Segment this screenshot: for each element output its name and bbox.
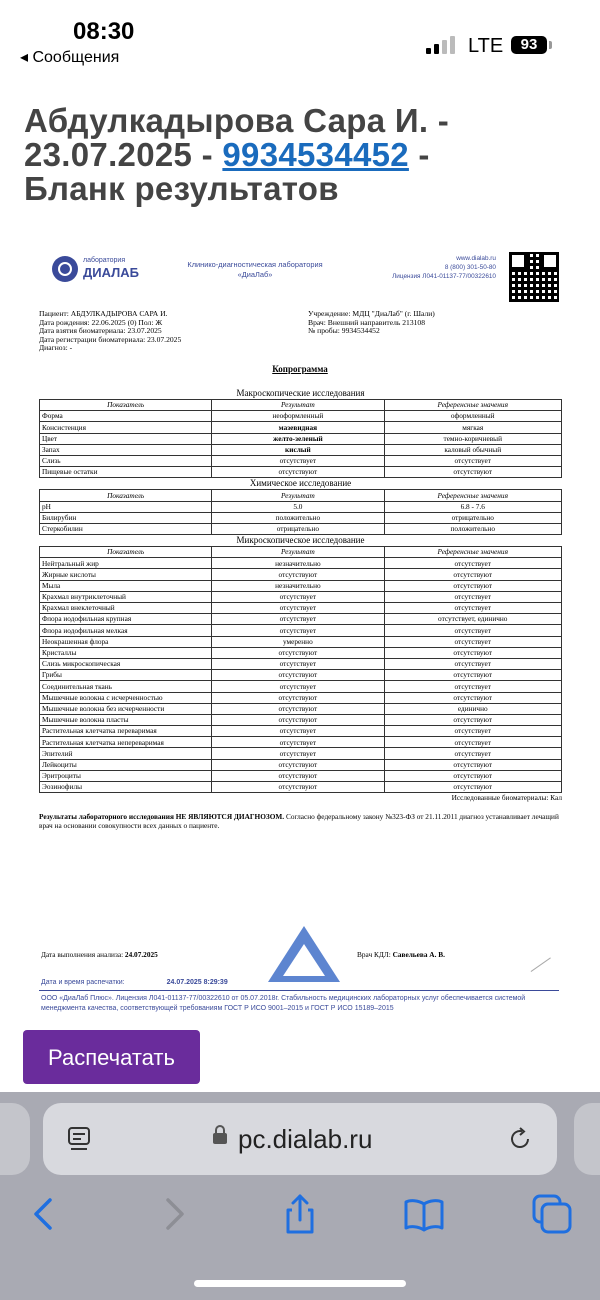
- title-date: 23.07.2025 -: [24, 136, 223, 173]
- table-row: [40, 444, 562, 455]
- table-row: [40, 636, 562, 647]
- disclaimer-text: Согласно федеральному закону №323-ФЗ от 21.11.2011 диагноз устанавливает лечащий врач на основании совокупности всех данных о пациенте.: [39, 812, 559, 831]
- page-title: [24, 104, 584, 206]
- parameter-cell: Эритроциты: [40, 770, 212, 781]
- result-cell: отсутствуют: [212, 692, 384, 703]
- reference-cell: каловый обычный: [384, 444, 562, 455]
- parameter-cell: Слизь микроскопическая: [40, 658, 212, 669]
- result-cell: отсутствуют: [212, 714, 384, 725]
- reference-cell: отсутствует: [384, 455, 562, 466]
- patient-name: Пациент: АБДУЛКАДЫРОВА САРА И.: [39, 309, 168, 318]
- parameter-cell: Кристаллы: [40, 647, 212, 658]
- report-title: Копрограмма: [272, 364, 328, 374]
- referring-doctor: Врач: Внешний направитель 213108: [308, 317, 426, 327]
- biomaterial-label: Исследованные биоматериалы: Кал: [451, 793, 562, 803]
- registration-date: Дата регистрации биоматериала: 23.07.2025: [39, 334, 182, 344]
- result-cell: отсутствуют: [212, 782, 384, 793]
- lock-icon: [213, 1133, 227, 1144]
- results-sheet: [35, 246, 565, 1026]
- reference-cell: отрицательно: [384, 512, 562, 523]
- tabs-icon[interactable]: [530, 1192, 574, 1236]
- section-title: Макроскопические исследования: [236, 388, 365, 398]
- section-title: Микроскопическое исследование: [236, 535, 365, 546]
- reference-cell: отсутствуют: [384, 692, 562, 703]
- result-cell: кислый: [212, 444, 384, 455]
- parameter-cell: Соединительная ткань: [40, 681, 212, 692]
- table-row: [40, 625, 562, 636]
- parameter-cell: Билирубин: [40, 512, 212, 523]
- result-cell: отсутствуют: [212, 759, 384, 770]
- disclaimer-bold: Результаты лабораторного исследования НЕ ЯВЛЯЮТСЯ ДИАГНОЗОМ.: [39, 812, 285, 821]
- reference-cell: отсутствуют: [384, 782, 562, 793]
- battery-icon: 93: [511, 36, 547, 54]
- table-row: [40, 770, 562, 781]
- reference-cell: отсутствуют: [384, 569, 562, 580]
- dialab-logo-icon: [52, 256, 78, 282]
- patient-birthdate: Дата рождения: 22.06.2025 (0) Пол: Ж: [39, 317, 163, 327]
- institution: Учреждение: МДЦ "ДиаЛаб" (г. Шали): [308, 309, 435, 318]
- home-indicator: [194, 1280, 406, 1287]
- lab-contacts: [361, 254, 496, 281]
- parameter-cell: Эпителий: [40, 748, 212, 759]
- brand-name: ДИАЛАБ: [83, 265, 140, 280]
- share-icon[interactable]: [278, 1192, 322, 1236]
- table-row: [40, 455, 562, 466]
- signal-icon: [426, 36, 460, 54]
- print-datetime-value: 24.07.2025 8:29:39: [166, 979, 228, 986]
- result-cell: отсутствуют: [212, 703, 384, 714]
- lab-doctor: [357, 950, 445, 959]
- table-row: [40, 647, 562, 658]
- reference-cell: отсутствует: [384, 558, 562, 569]
- result-cell: отсутствует: [212, 591, 384, 602]
- diagnosis: Диагноз: -: [39, 343, 73, 353]
- result-cell: желто-зеленый: [212, 433, 384, 444]
- parameter-cell: Крахмал внутриклеточный: [40, 591, 212, 602]
- parameter-cell: Мыла: [40, 580, 212, 591]
- table-row: [40, 411, 562, 422]
- result-cell: отсутствует: [212, 726, 384, 737]
- result-cell: отсутствуют: [212, 670, 384, 681]
- result-cell: незначительно: [212, 580, 384, 591]
- parameter-cell: Стеркобилин: [40, 523, 212, 534]
- title-patient: Абдулкадырова Сара И. -: [24, 102, 450, 139]
- battery-tip: [549, 41, 552, 49]
- result-cell: отсутствует: [212, 603, 384, 614]
- reference-cell: отсутствует: [384, 625, 562, 636]
- table-row: [40, 703, 562, 714]
- reference-cell: отсутствует: [384, 658, 562, 669]
- table-row: [40, 512, 562, 523]
- back-arrow-icon[interactable]: [22, 1192, 66, 1236]
- footer-text: ООО «ДиаЛаб Плюс». Лицензия Л041-01137-77/00322610 от 05.07.2018г. Стабильность медицинских лабораторных услуг обеспечивается системой менеджмента качества, соответствующей требованиям ГОСТ Р ИСО 9001–2015 и ГОСТ Р ИСО 15189–2015: [41, 995, 526, 1012]
- reference-cell: оформленный: [384, 411, 562, 422]
- parameter-cell: Грибы: [40, 670, 212, 681]
- reference-cell: темно-коричневый: [384, 433, 562, 444]
- parameter-cell: Форма: [40, 411, 212, 422]
- table-header-cell: Показатель: [40, 547, 212, 558]
- patient-info: [39, 310, 299, 353]
- result-cell: отсутствует: [212, 455, 384, 466]
- result-cell: отсутствует: [212, 681, 384, 692]
- table-header-cell: Показатель: [40, 400, 212, 411]
- parameter-cell: Неокрашенная флора: [40, 636, 212, 647]
- reference-cell: отсутствует: [384, 681, 562, 692]
- table-row: [40, 614, 562, 625]
- network-type: LTE: [468, 35, 504, 57]
- back-to-app-link[interactable]: ◂ Сообщения: [20, 49, 120, 66]
- parameter-cell: Консистенция: [40, 422, 212, 433]
- qr-code-icon: [509, 252, 559, 302]
- table-row: [40, 692, 562, 703]
- table-row: [40, 726, 562, 737]
- table-row: [40, 681, 562, 692]
- reference-cell: отсутствует: [384, 748, 562, 759]
- print-button[interactable]: Распечатать: [23, 1030, 200, 1084]
- result-cell: отрицательно: [212, 523, 384, 534]
- table-header-cell: Результат: [212, 547, 384, 558]
- table-row: [40, 558, 562, 569]
- table-row: [40, 422, 562, 433]
- table-row: [40, 433, 562, 444]
- table-header-cell: Результат: [212, 400, 384, 411]
- result-cell: отсутствует: [212, 625, 384, 636]
- table-header-row: [40, 547, 562, 558]
- result-cell: отсутствует: [212, 737, 384, 748]
- result-cell: умеренно: [212, 636, 384, 647]
- reference-cell: отсутствует: [384, 737, 562, 748]
- results-table: [39, 489, 562, 535]
- parameter-cell: Нейтральный жир: [40, 558, 212, 569]
- section-title: Химическое исследование: [249, 478, 352, 489]
- table-row: [40, 523, 562, 534]
- table-row: [40, 580, 562, 591]
- result-cell: отсутствует: [212, 614, 384, 625]
- parameter-cell: Мышечные волокна пласты: [40, 714, 212, 725]
- reference-cell: отсутствуют: [384, 770, 562, 781]
- table-row: [40, 737, 562, 748]
- lab-title-line2: «ДиаЛаб»: [237, 270, 273, 279]
- reload-icon[interactable]: [508, 1126, 532, 1152]
- result-cell: незначительно: [212, 558, 384, 569]
- table-row: [40, 603, 562, 614]
- bookmarks-icon[interactable]: [402, 1192, 446, 1236]
- result-cell: мазевидная: [212, 422, 384, 433]
- analysis-date-value: 24.07.2025: [124, 950, 158, 959]
- table-row: [40, 759, 562, 770]
- clock: 08:30: [73, 18, 135, 45]
- parameter-cell: Жирные кислоты: [40, 569, 212, 580]
- reference-cell: положительно: [384, 523, 562, 534]
- table-header-cell: Результат: [212, 490, 384, 501]
- url-text[interactable]: pc.dialab.ru: [238, 1124, 373, 1154]
- print-datetime-label: Дата и время распечатки:: [41, 979, 125, 986]
- lab-site: www.dialab.ru: [456, 255, 496, 262]
- lab-doctor-label: Врач КДЛ:: [357, 950, 391, 959]
- parameter-cell: Растительная клетчатка переваримая: [40, 726, 212, 737]
- result-cell: отсутствует: [212, 748, 384, 759]
- signature: [519, 941, 551, 972]
- parameter-cell: Мышечные волокна с исчерченностью: [40, 692, 212, 703]
- lab-phone: 8 (800) 301-50-80: [444, 264, 496, 271]
- table-header-cell: Показатель: [40, 490, 212, 501]
- parameter-cell: Мышечные волокна без исчерченности: [40, 703, 212, 714]
- lab-license: Лицензия Л041-01137-77/00322610: [392, 273, 496, 280]
- analysis-date-label: Дата выполнения анализа:: [41, 950, 124, 959]
- result-cell: отсутствуют: [212, 569, 384, 580]
- result-cell: неоформленный: [212, 411, 384, 422]
- table-header-cell: Референсные значения: [384, 490, 562, 501]
- table-row: [40, 591, 562, 602]
- print-datetime: [41, 979, 228, 986]
- disclaimer: [39, 812, 565, 831]
- sample-number: № пробы: 9934534452: [308, 326, 380, 336]
- table-row: [40, 670, 562, 681]
- footer-divider: [39, 990, 559, 991]
- lab-doctor-name: Савельева А. В.: [392, 950, 445, 959]
- reader-icon[interactable]: [67, 1126, 91, 1152]
- lab-title: [165, 260, 345, 280]
- table-row: [40, 501, 562, 512]
- analysis-date: [41, 950, 158, 959]
- results-tables: [39, 388, 562, 803]
- reference-cell: отсутствуют: [384, 467, 562, 478]
- reference-cell: отсутствует: [384, 603, 562, 614]
- forward-arrow-icon[interactable]: [152, 1192, 196, 1236]
- table-row: [40, 782, 562, 793]
- results-table: [39, 546, 562, 793]
- table-header-cell: Референсные значения: [384, 547, 562, 558]
- status-bar: [0, 0, 600, 80]
- reference-cell: отсутствует, единично: [384, 614, 562, 625]
- sample-number-link[interactable]: 9934534452: [222, 136, 409, 173]
- reference-cell: отсутствуют: [384, 670, 562, 681]
- table-row: [40, 467, 562, 478]
- institution-info: [308, 310, 558, 336]
- previous-tab-pill[interactable]: [0, 1103, 30, 1175]
- title-form: Бланк результатов: [24, 170, 339, 207]
- result-cell: отсутствуют: [212, 770, 384, 781]
- parameter-cell: Растительная клетчатка непереваримая: [40, 737, 212, 748]
- table-row: [40, 569, 562, 580]
- table-header-cell: Референсные значения: [384, 400, 562, 411]
- reference-cell: единично: [384, 703, 562, 714]
- parameter-cell: Флора иодофильная мелкая: [40, 625, 212, 636]
- reference-cell: отсутствует: [384, 636, 562, 647]
- parameter-cell: pH: [40, 501, 212, 512]
- reference-cell: отсутствуют: [384, 647, 562, 658]
- result-cell: 5.0: [212, 501, 384, 512]
- parameter-cell: Эозинофилы: [40, 782, 212, 793]
- table-header-row: [40, 490, 562, 501]
- reference-cell: отсутствуют: [384, 759, 562, 770]
- next-tab-pill[interactable]: [574, 1103, 600, 1175]
- reference-cell: мягкая: [384, 422, 562, 433]
- parameter-cell: Флора иодофильная крупная: [40, 614, 212, 625]
- reference-cell: 6.8 - 7.6: [384, 501, 562, 512]
- table-row: [40, 714, 562, 725]
- lab-stamp-inner: [283, 944, 325, 976]
- result-cell: положительно: [212, 512, 384, 523]
- table-header-row: [40, 400, 562, 411]
- parameter-cell: Лейкоциты: [40, 759, 212, 770]
- reference-cell: отсутствуют: [384, 714, 562, 725]
- parameter-cell: Слизь: [40, 455, 212, 466]
- reference-cell: отсутствует: [384, 591, 562, 602]
- brand-small: лаборатория: [83, 257, 126, 264]
- reference-cell: отсутствует: [384, 726, 562, 737]
- parameter-cell: Цвет: [40, 433, 212, 444]
- lab-title-line1: Клинико-диагностическая лаборатория: [187, 260, 323, 269]
- result-cell: отсутствует: [212, 658, 384, 669]
- table-row: [40, 658, 562, 669]
- parameter-cell: Запах: [40, 444, 212, 455]
- result-cell: отсутствуют: [212, 647, 384, 658]
- table-row: [40, 748, 562, 759]
- title-sep: -: [408, 136, 430, 173]
- sample-date: Дата взятия биоматериала: 23.07.2025: [39, 326, 162, 336]
- reference-cell: отсутствуют: [384, 580, 562, 591]
- results-table: [39, 399, 562, 478]
- parameter-cell: Крахмал внеклеточный: [40, 603, 212, 614]
- parameter-cell: Пищевые остатки: [40, 467, 212, 478]
- result-cell: отсутствуют: [212, 467, 384, 478]
